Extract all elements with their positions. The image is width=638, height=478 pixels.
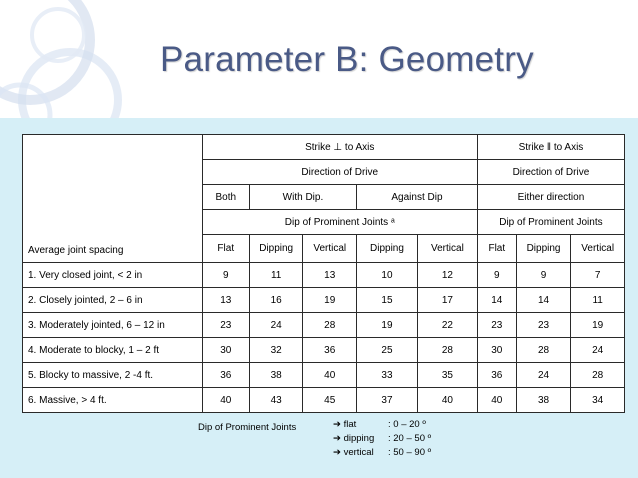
column-header: Vertical	[571, 235, 625, 263]
table-cell: 14	[516, 288, 571, 313]
column-header: Dipping	[357, 235, 418, 263]
table-row	[23, 338, 625, 363]
table-cell: 14	[477, 288, 516, 313]
either-direction-header: Either direction	[477, 185, 624, 210]
table-cell: 28	[303, 313, 357, 338]
table-cell: 43	[249, 388, 303, 413]
table-cell: 11	[249, 263, 303, 288]
row-label: 6. Massive, > 4 ft.	[23, 388, 203, 413]
header-row	[23, 135, 625, 160]
table-row	[23, 288, 625, 313]
legend-item-name: ➔ dipping	[333, 433, 375, 444]
column-header: Dipping	[516, 235, 571, 263]
table-cell: 28	[516, 338, 571, 363]
table-cell: 36	[202, 363, 249, 388]
table-cell: 10	[357, 263, 418, 288]
table-cell: 22	[417, 313, 477, 338]
table-cell: 38	[516, 388, 571, 413]
table-cell: 40	[202, 388, 249, 413]
legend-item-range: : 0 – 20 º	[388, 419, 426, 430]
table-row	[23, 313, 625, 338]
table-cell: 38	[249, 363, 303, 388]
direction-of-drive-header: Direction of Drive	[477, 160, 624, 185]
table-cell: 23	[477, 313, 516, 338]
table-cell: 36	[303, 338, 357, 363]
legend-item-range: : 50 – 90 º	[388, 447, 432, 458]
table-cell: 19	[303, 288, 357, 313]
table-cell: 13	[202, 288, 249, 313]
table-cell: 28	[571, 363, 625, 388]
table-row	[23, 363, 625, 388]
table-cell: 24	[516, 363, 571, 388]
slide-title: Parameter B: Geometry	[160, 40, 534, 79]
table-cell: 9	[477, 263, 516, 288]
row-label: 2. Closely jointed, 2 – 6 in	[23, 288, 203, 313]
table-cell: 28	[417, 338, 477, 363]
table-cell: 23	[516, 313, 571, 338]
table-cell: 30	[477, 338, 516, 363]
table-cell: 24	[571, 338, 625, 363]
table-cell: 12	[417, 263, 477, 288]
direction-of-drive-header: Direction of Drive	[202, 160, 477, 185]
table-cell: 23	[202, 313, 249, 338]
with-dip-header: With Dip.	[249, 185, 356, 210]
legend-heading: Dip of Prominent Joints	[198, 422, 297, 433]
table-cell: 15	[357, 288, 418, 313]
legend-item-name: ➔ vertical	[333, 447, 374, 458]
table-cell: 11	[571, 288, 625, 313]
both-header: Both	[202, 185, 249, 210]
column-header: Vertical	[303, 235, 357, 263]
table-cell: 35	[417, 363, 477, 388]
table-cell: 34	[571, 388, 625, 413]
column-header: Dipping	[249, 235, 303, 263]
table-cell: 40	[417, 388, 477, 413]
table-cell: 9	[202, 263, 249, 288]
row-label: 4. Moderate to blocky, 1 – 2 ft	[23, 338, 203, 363]
row-label: 1. Very closed joint, < 2 in	[23, 263, 203, 288]
legend-item	[333, 447, 432, 458]
table-cell: 17	[417, 288, 477, 313]
legend-item	[333, 433, 432, 444]
dip-prominent-joints-header: Dip of Prominent Joints ᵃ	[202, 210, 477, 235]
table-row	[23, 388, 625, 413]
column-header: Vertical	[417, 235, 477, 263]
table-cell: 40	[303, 363, 357, 388]
average-joint-spacing-header: Average joint spacing	[23, 135, 203, 263]
table-cell: 9	[516, 263, 571, 288]
geometry-rating-table	[22, 134, 625, 413]
table-cell: 33	[357, 363, 418, 388]
table-cell: 40	[477, 388, 516, 413]
against-dip-header: Against Dip	[357, 185, 478, 210]
table-cell: 25	[357, 338, 418, 363]
row-label: 5. Blocky to massive, 2 -4 ft.	[23, 363, 203, 388]
column-header: Flat	[477, 235, 516, 263]
table-cell: 19	[571, 313, 625, 338]
column-header: Flat	[202, 235, 249, 263]
table-cell: 19	[357, 313, 418, 338]
table-cell: 30	[202, 338, 249, 363]
table-cell: 13	[303, 263, 357, 288]
table-cell: 24	[249, 313, 303, 338]
row-label: 3. Moderately jointed, 6 – 12 in	[23, 313, 203, 338]
table-cell: 36	[477, 363, 516, 388]
legend-item-name: ➔ flat	[333, 419, 357, 430]
table-cell: 37	[357, 388, 418, 413]
legend-item	[333, 419, 426, 430]
table-cell: 16	[249, 288, 303, 313]
table-cell: 32	[249, 338, 303, 363]
dip-prominent-joints-header: Dip of Prominent Joints	[477, 210, 624, 235]
table-row	[23, 263, 625, 288]
legend-item-range: : 20 – 50 º	[388, 433, 432, 444]
strike-perpendicular-header: Strike ⊥ to Axis	[202, 135, 477, 160]
table-cell: 7	[571, 263, 625, 288]
table-cell: 45	[303, 388, 357, 413]
strike-parallel-header: Strike ‖ to Axis	[477, 135, 624, 160]
